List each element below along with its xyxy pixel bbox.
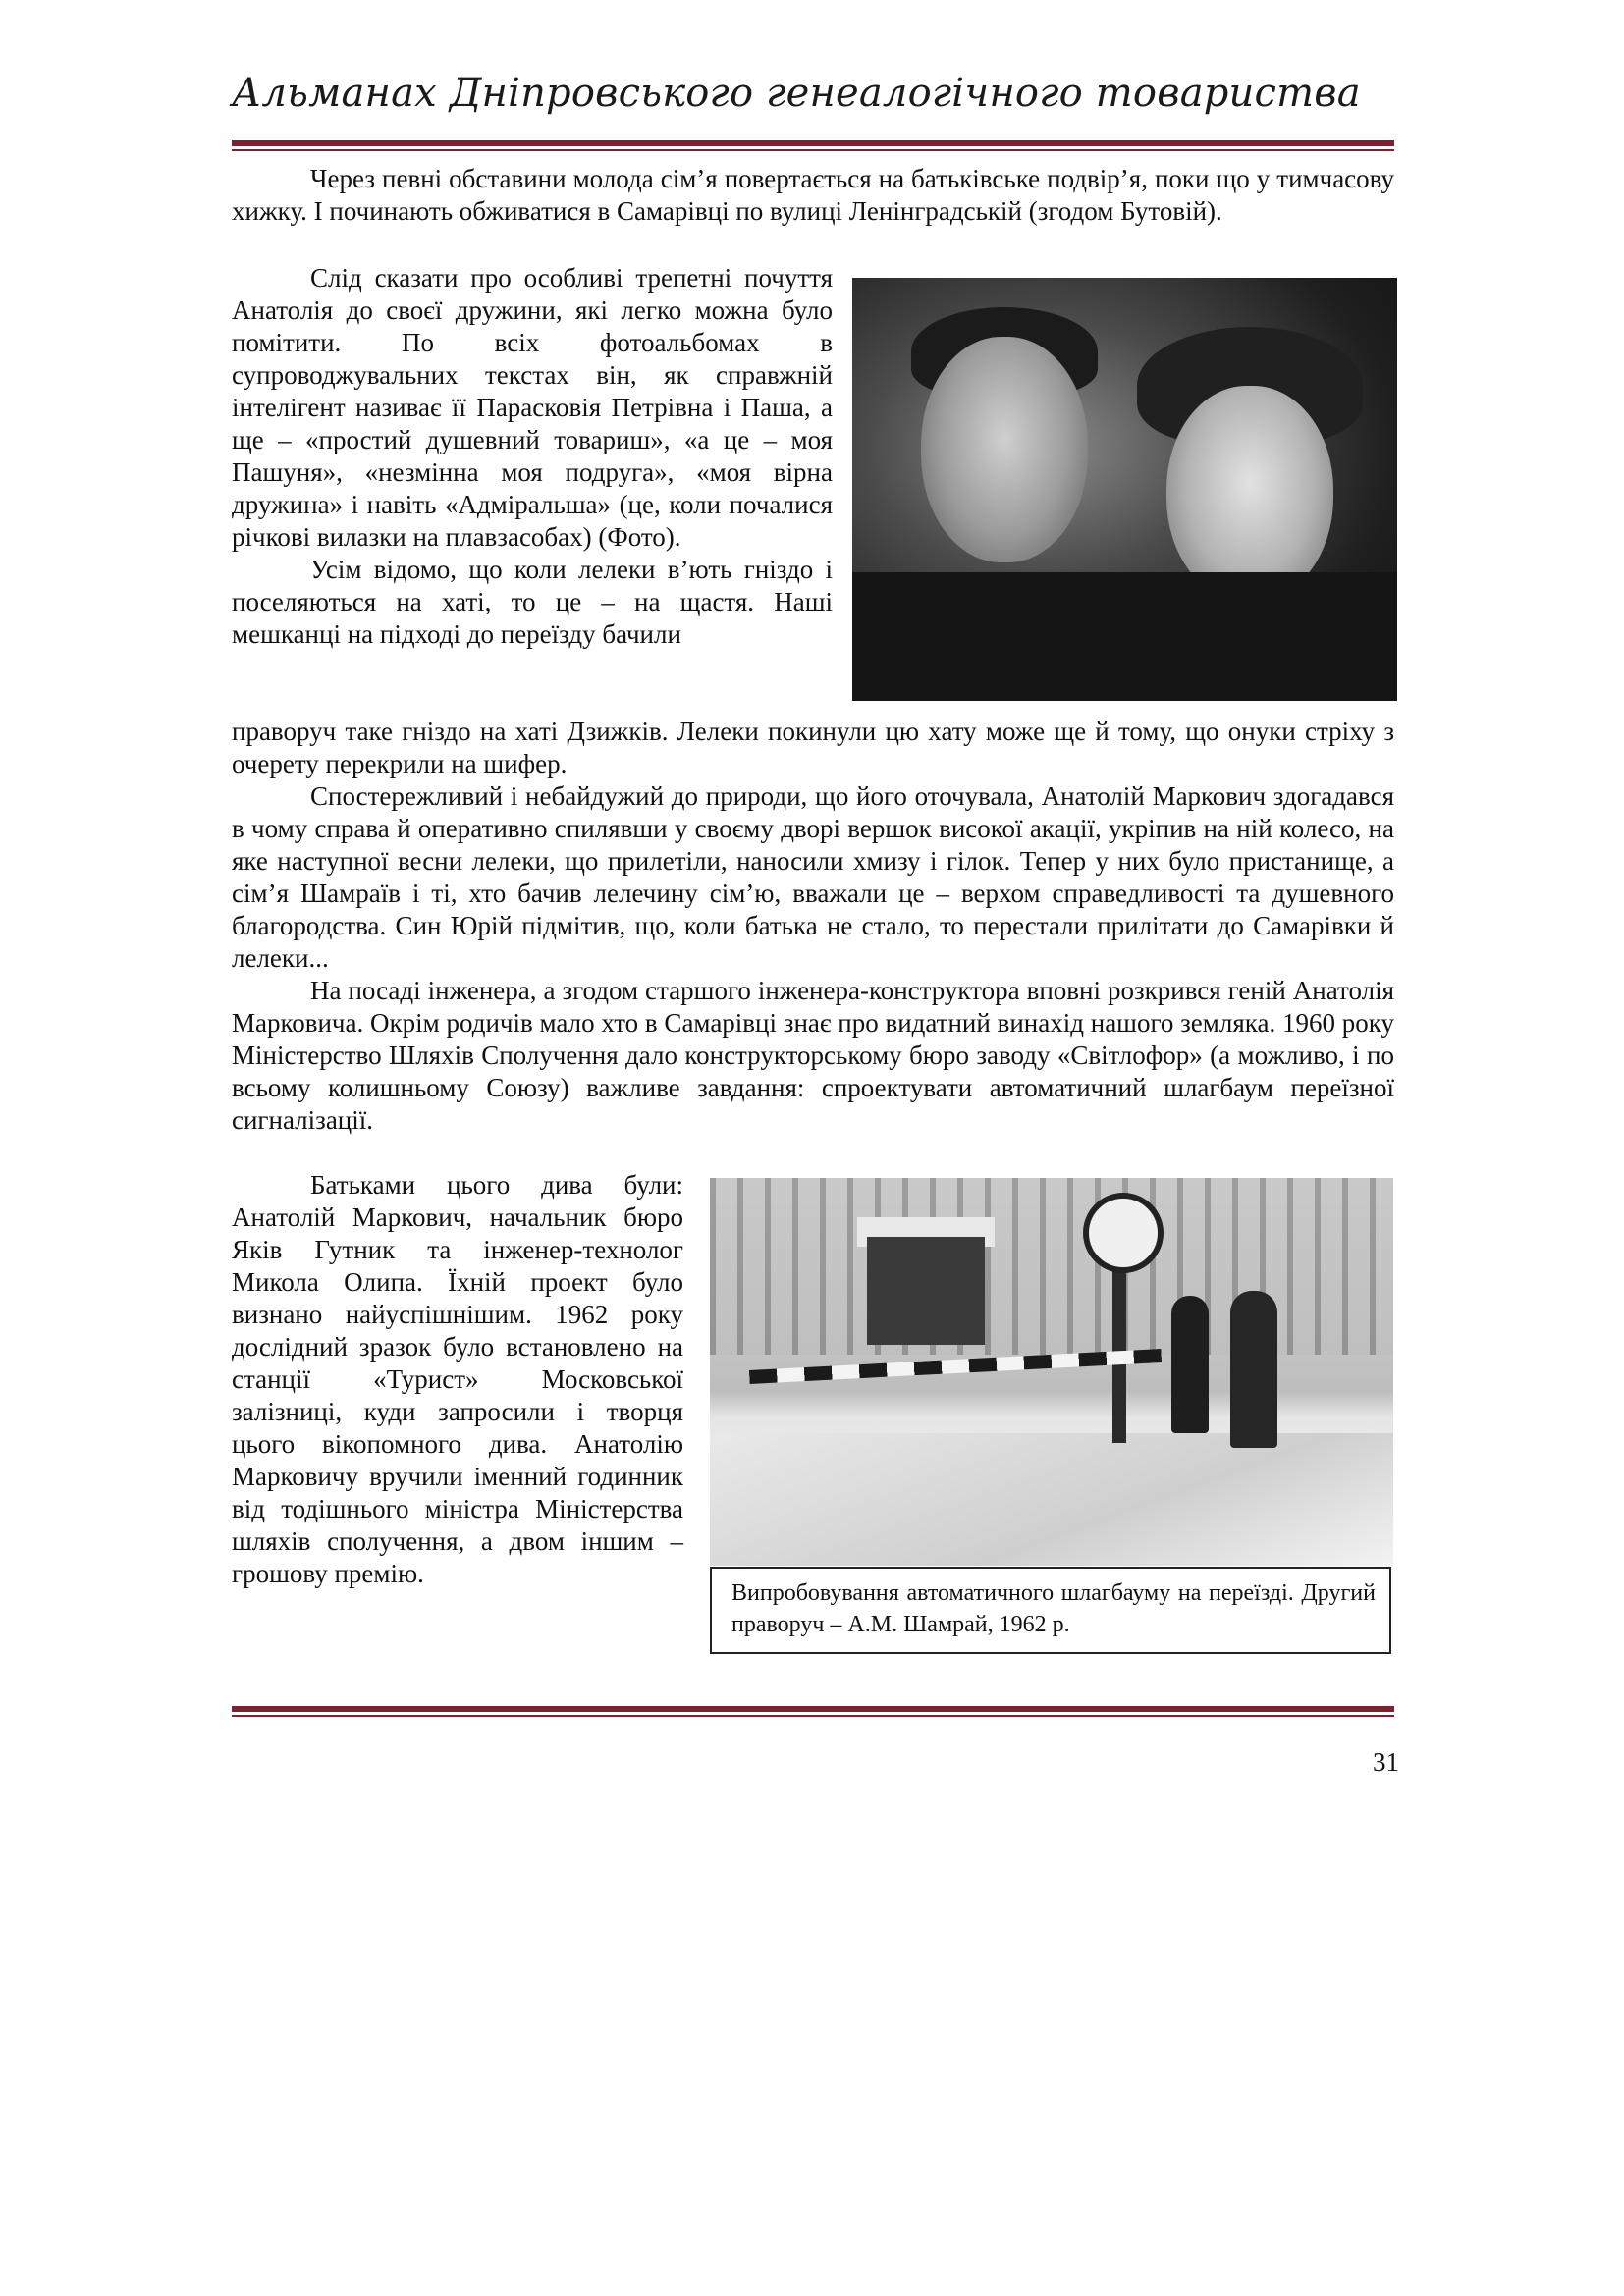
footer-rule <box>232 1706 1394 1717</box>
running-header-title: Альманах Дніпровського генеалогічного товариства <box>232 71 1361 116</box>
header-rule <box>232 140 1394 151</box>
barrier-photo-caption: Випробовування автоматичного шлагбауму на переїзді. Другий праворуч – А.М. Шамрай, 1962 р. <box>710 1567 1391 1654</box>
couple-portrait-photo <box>852 278 1397 701</box>
paragraph-2: Слід сказати про особливі трепетні почуття Анатолія до своєї дружини, які легко можна було помітити. По всіх фотоальбомах в супроводжувальних текстах він, як справжній інтелігент називає її Парасковія Петрівна і Паша, а ще – «простий душевний товариш», «а це – моя Пашуня», «незмінна моя подруга», «моя вірна дружина» і навіть «Адміральша» (це, коли почалися річкові вилазки на плавзасобах) (Фото). <box>232 263 833 552</box>
paragraph-3-continued: праворуч таке гніздо на хаті Дзижків. Лелеки покинули цю хату може ще й тому, що онуки стріху з очерету перекрили на шифер. <box>232 717 1394 778</box>
text-block-intro <box>232 163 1394 228</box>
page-number: 31 <box>1373 1747 1399 1777</box>
railway-barrier-test-photo <box>710 1178 1393 1566</box>
text-column-beside-barrier-photo <box>232 1169 683 1590</box>
paragraph-5: На посаді інженера, а згодом старшого інженера-конструктора вповні розкрився геній Анатолія Марковича. Окрім родичів мало хто в Самарівці знає про видатний винахід нашого земляка. 1960 року Міністерство Шляхів Сполучення дало конструкторському бюро заводу «Світлофор» (а можливо, і по всьому колишньому Союзу) важливе завдання: спроектувати автоматичний шлагбаум переїзної сигналізації. <box>232 976 1394 1135</box>
paragraph-6: Батьками цього дива були: Анатолій Маркович, начальник бюро Яків Гутник та інженер-технолог Микола Олипа. Їхній проект було визнано найуспішнішим. 1962 року дослідний зразок було встановлено на станції «Турист» Московської залізниці, куди запросили і творця цього вікопомного дива. Анатолію Марковичу вручили іменний годинник від тодішнього міністра Міністерства шляхів сполучення, а двом іншим – грошову премію. <box>232 1170 683 1588</box>
paragraph-3: Усім відомо, що коли лелеки в’ють гніздо і поселяються на хаті, то це – на щастя. Наші мешканці на підході до переїзду бачили <box>232 555 833 649</box>
paragraph-1: Через певні обставини молода сім’я повертається на батьківське подвір’я, поки що у тимчасову хижку. І починають обживатися в Самарівці по вулиці Ленінградській (згодом Бутовій). <box>232 164 1394 226</box>
paragraph-4: Спостережливий і небайдужий до природи, що його оточувала, Анатолій Маркович здогадався в чому справа й оперативно спилявши у своєму дворі вершок високої акації, укріпив на ній колесо, на яке наступної весни лелеки, що прилетіли, наносили хмизу і гілок. Тепер у них було пристанище, а сім’я Шамраїв і ті, хто бачив лелечину сім’ю, вважали це – верхом справедливості та душевного благородства. Син Юрій підмітив, що, коли батька не стало, то перестали прилітати до Самарівки й лелеки... <box>232 781 1394 973</box>
text-column-beside-portrait <box>232 262 833 651</box>
text-block-main <box>232 716 1394 1137</box>
